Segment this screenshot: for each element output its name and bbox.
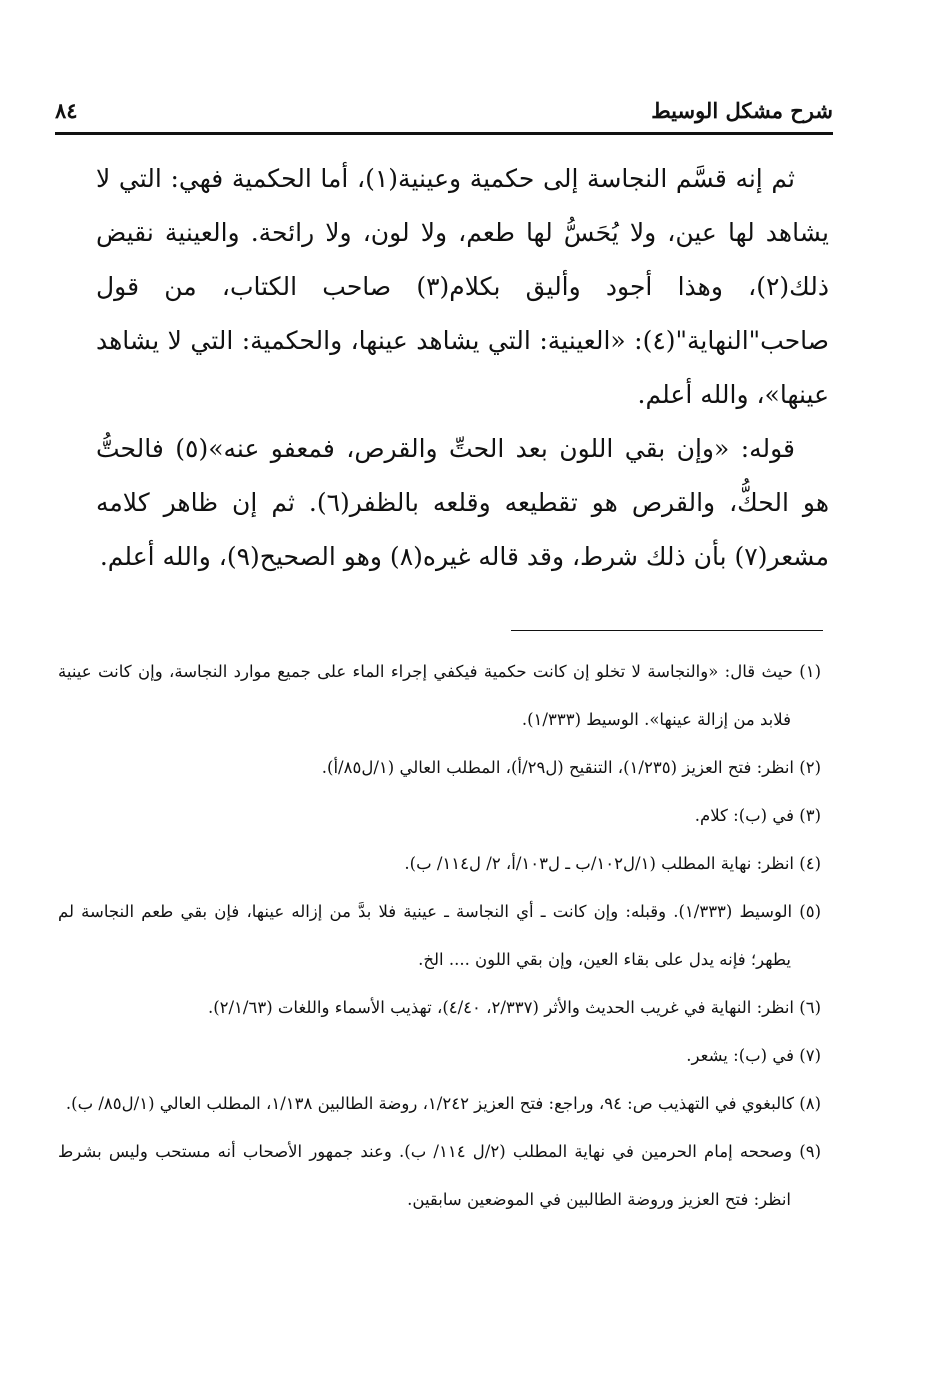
footnote: (٢) انظر: فتح العزيز (١/٢٣٥)، التنقيح (ل٢٩/أ)، المطلب العالي (١/ل٨٥/أ). [321,758,821,777]
footnotes [58,648,821,1224]
header-rule [55,132,833,135]
main-text [96,152,829,584]
footnote-separator [511,630,823,631]
running-title: شرح مشكل الوسيط [651,98,833,123]
footnote: (٧) في (ب): يشعر. [686,1046,821,1065]
footnote: (١) حيث قال: «والنجاسة لا تخلو إن كانت حكمية فيكفي إجراء الماء على جميع موارد النجاسة، وإن كانت عينية فلابد من إزالة عينها». الوسيط (١/٣٣٣). [58,662,821,729]
footnote: (٤) انظر: نهاية المطلب (١/ل١٠٢/ب ـ ل١٠٣/أ، ٢/ ل١١٤/ ب). [404,854,821,873]
footnote: (٨) كالبغوي في التهذيب ص: ٩٤، وراجع: فتح العزيز ١/٢٤٢، روضة الطالبين ١/١٣٨، المطلب العالي (١/ل٨٥/ ب). [65,1094,821,1113]
main-paragraph: قوله: «وإن بقي اللون بعد الحتِّ والقرص، فمعفو عنه»(٥) فالحتُّ هو الحكُّ، والقرص هو تقطيعه وقلعه بالظفر(٦). ثم إن ظاهر كلامه مشعر(٧) بأن ذلك شرط، وقد قاله غيره(٨) وهو الصحيح(٩)، والله أعلم. [96,434,830,571]
footnote: (٩) وصححه إمام الحرمين في نهاية المطلب (٢/ل ١١٤/ ب). وعند جمهور الأصحاب أنه مستحب وليس بشرط انظر: فتح العزيز وروضة الطالبين في الموضعين سابقين. [58,1142,822,1209]
footnote: (٥) الوسيط (١/٣٣٣). وقبله: وإن كانت ـ أي النجاسة ـ عينية فلا بدَّ من إزاله عينها، فإن بقي طعم النجاسة لم يطهر؛ فإنه يدل على بقاء العين، وإن بقي اللون .... الخ. [58,902,821,969]
main-paragraph: ثم إنه قسَّم النجاسة إلى حكمية وعينية(١)، أما الحكمية فهي: التي لا يشاهد لها عين، ولا يُحَسُّ لها طعم، ولا لون، ولا رائحة. والعينية نقيض ذلك(٢)، وهذا أجود وأليق بكلام(٣) صاحب الكتاب، من قول صاحب"النهاية"(٤): «العينية: التي يشاهد عينها، والحكمية: التي لا يشاهد عينها»، والله أعلم. [96,164,829,409]
page-header [55,92,833,132]
footnote: (٦) انظر: النهاية في غريب الحديث والأثر (٢/٣٣٧، ٤/٤٠)، تهذيب الأسماء واللغات (٢/١/٦٣). [207,998,821,1017]
page-number: ٨٤ [55,98,78,123]
footnote: (٣) في (ب): كلام. [694,806,821,825]
